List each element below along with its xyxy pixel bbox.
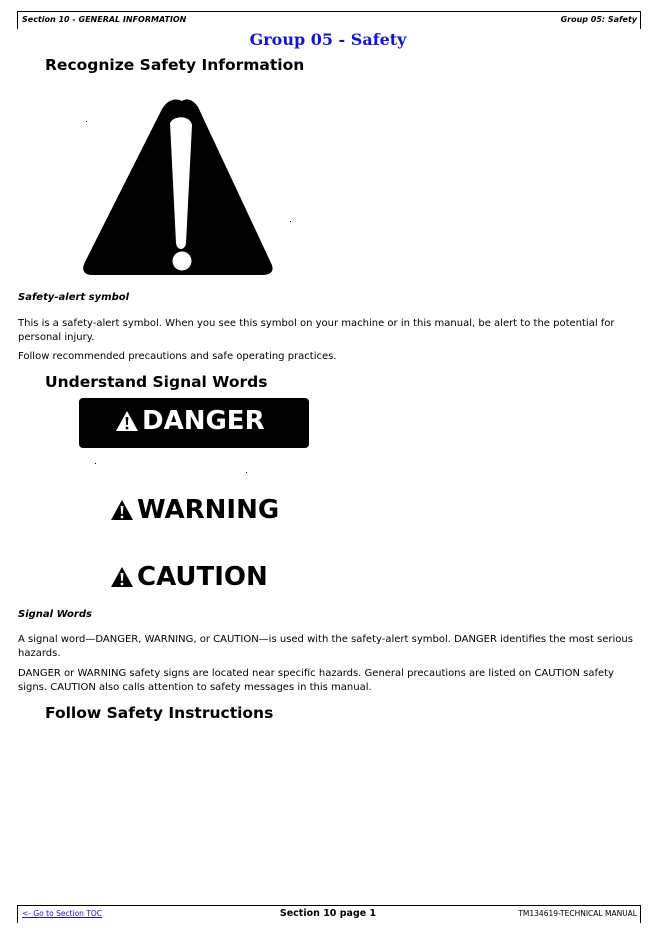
- header-section-title: Section 10 - GENERAL INFORMATION: [22, 15, 187, 24]
- group-title: Group 05 - Safety: [249, 30, 407, 49]
- caption-signal-words: Signal Words: [18, 609, 92, 620]
- safety-alert-triangle-icon: [78, 95, 278, 280]
- scan-speck: [290, 221, 291, 222]
- warning-word: WARNING: [137, 495, 280, 525]
- page-number: Section 10 page 1: [279, 908, 377, 919]
- header-rule-right: [640, 11, 641, 29]
- caution-word: CAUTION: [137, 562, 268, 592]
- header-rule-left: [17, 11, 18, 29]
- header-rule: [17, 11, 640, 12]
- warning-triangle-icon: [115, 410, 139, 432]
- scan-speck: [86, 121, 87, 122]
- heading-recognize-safety: Recognize Safety Information: [45, 56, 305, 74]
- heading-signal-words: Understand Signal Words: [45, 373, 268, 391]
- header-group-title: Group 05: Safety: [560, 15, 637, 24]
- scan-speck: [246, 472, 247, 473]
- manual-id: TM134619-TECHNICAL MANUAL: [518, 909, 637, 918]
- paragraph-precautions: Follow recommended precautions and safe operating practices.: [18, 351, 337, 362]
- go-to-section-toc-link[interactable]: <- Go to Section TOC: [22, 909, 103, 918]
- footer-rule: [17, 905, 640, 906]
- danger-word: DANGER: [142, 406, 265, 436]
- warning-triangle-icon: [110, 499, 134, 521]
- paragraph-safety-alert: This is a safety-alert symbol. When you see this symbol on your machine or in this manual, be alert to the potential for personal injury.: [18, 318, 615, 343]
- caution-sign: [110, 562, 268, 592]
- danger-sign-label: [115, 406, 265, 436]
- paragraph-sign-placement: DANGER or WARNING safety signs are located near specific hazards. General precautions are listed on CAUTION safety signs. CAUTION also calls attention to safety messages in this manual.: [18, 668, 614, 693]
- paragraph-signal-word-definition: A signal word—DANGER, WARNING, or CAUTION—is used with the safety-alert symbol. DANGER identifies the most serious hazards.: [18, 634, 633, 659]
- warning-triangle-icon: [110, 566, 134, 588]
- heading-follow-instructions: Follow Safety Instructions: [45, 704, 274, 722]
- warning-sign: [110, 495, 279, 525]
- scan-speck: [95, 463, 96, 464]
- caption-safety-alert-symbol: Safety-alert symbol: [18, 292, 130, 303]
